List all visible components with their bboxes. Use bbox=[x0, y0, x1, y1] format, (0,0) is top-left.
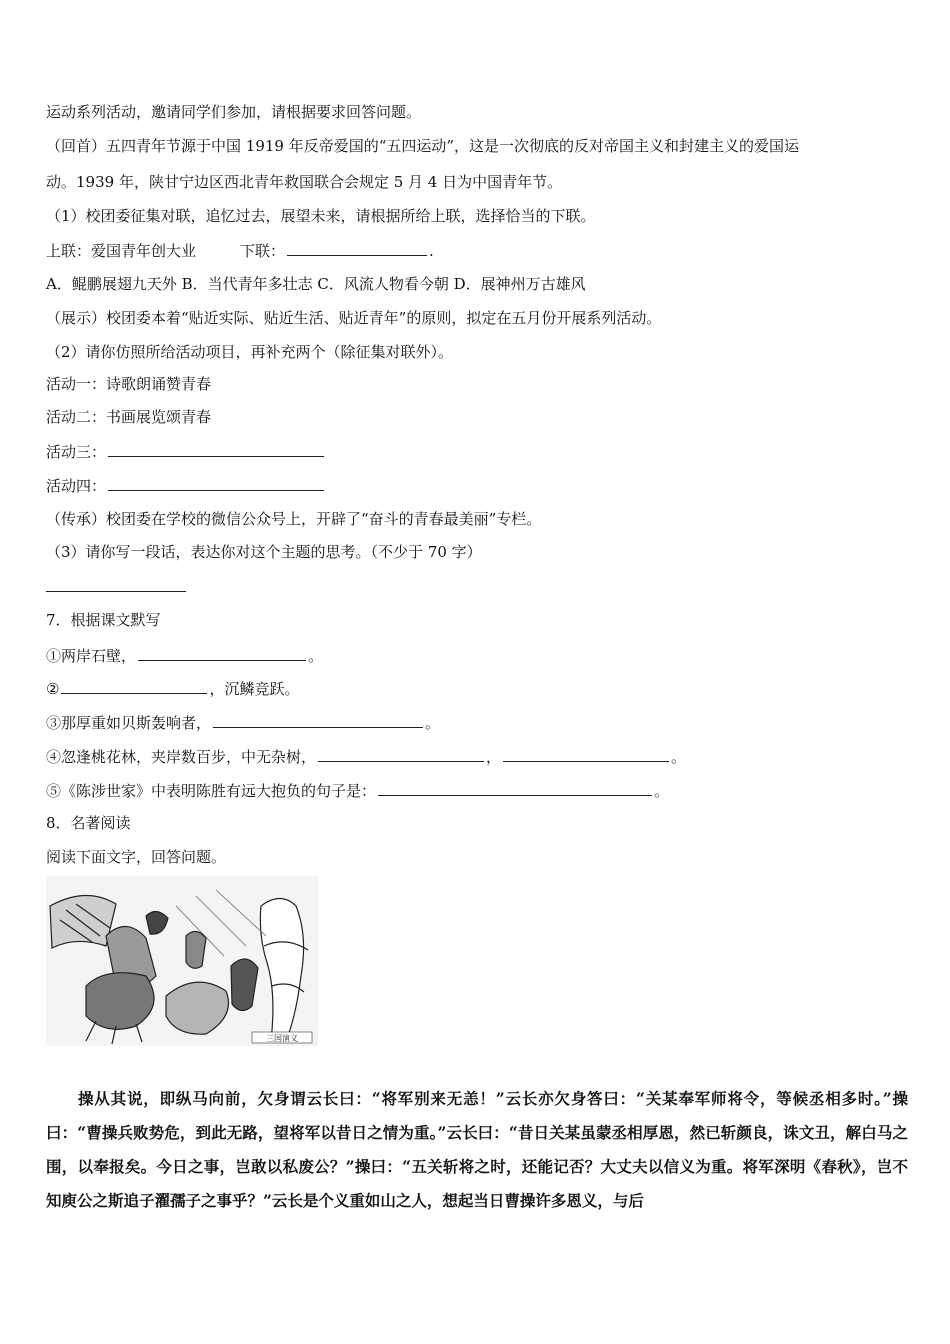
question-7-title: 7．根据课文默写 bbox=[46, 611, 161, 629]
essay-blank bbox=[46, 576, 186, 597]
activity-1: 活动一：诗歌朗诵赞青春 bbox=[46, 375, 212, 393]
activity-2: 活动二：书画展览颂青春 bbox=[46, 408, 212, 426]
activity-3-blank[interactable] bbox=[108, 441, 324, 457]
line-intro: 运动系列活动，邀请同学们参加，请根据要求回答问题。 bbox=[46, 103, 422, 121]
line-zhanshi: （展示）校团委本着“贴近实际、贴近生活、贴近青年”的原则，拟定在五月份开展系列活动。 bbox=[46, 309, 662, 327]
essay-answer-blank[interactable] bbox=[46, 576, 186, 592]
recite-2: ② ，沉鳞竞跃。 bbox=[46, 680, 300, 698]
activity-4: 活动四： bbox=[46, 475, 326, 496]
question-2: （2）请你仿照所给活动项目，再补充两个（除征集对联外）。 bbox=[46, 343, 454, 361]
question-1: （1）校团委征集对联，追忆过去，展望未来，请根据所给上联，选择恰当的下联。 bbox=[46, 207, 596, 225]
illustration-caption: 三国演义 bbox=[266, 1034, 298, 1043]
recite-1-blank[interactable] bbox=[138, 645, 306, 661]
recite-5-blank[interactable] bbox=[378, 780, 652, 796]
line-huishou-1: （回首）五四青年节源于中国 1919 年反帝爱国的“五四运动”，这是一次彻底的反对帝国主义和封建主义的爱国运 bbox=[46, 137, 800, 155]
couplet-options: A．鲲鹏展翅九天外 B．当代青年多壮志 C．风流人物看今朝 D．展神州万古雄风 bbox=[46, 275, 586, 293]
recite-5: ⑤《陈涉世家》中表明陈胜有远大抱负的句子是： 。 bbox=[46, 782, 670, 800]
activity-3: 活动三： bbox=[46, 441, 326, 462]
line-huishou-2: 动。1939 年，陕甘宁边区西北青年救国联合会规定 5 月 4 日为中国青年节。 bbox=[46, 173, 563, 191]
question-8-instruction: 阅读下面文字，回答问题。 bbox=[46, 848, 227, 866]
activity-4-blank[interactable] bbox=[108, 475, 324, 491]
recite-3: ③那厚重如贝斯轰响者， 。 bbox=[46, 714, 441, 732]
couplet-lower-label: 下联： bbox=[240, 242, 286, 260]
recite-1: ①两岸石壁， 。 bbox=[46, 647, 324, 665]
couplet-upper: 上联：爱国青年创大业 bbox=[46, 242, 197, 260]
recite-2-blank[interactable] bbox=[61, 678, 207, 694]
illustration-image bbox=[46, 876, 318, 1046]
couplet-line: 上联：爱国青年创大业 下联： . bbox=[46, 242, 434, 260]
recite-4-blank-a[interactable] bbox=[318, 746, 484, 762]
couplet-lower-blank[interactable] bbox=[287, 240, 427, 256]
line-chuancheng: （传承）校团委在学校的微信公众号上，开辟了“奋斗的青春最美丽”专栏。 bbox=[46, 510, 542, 528]
recite-4-blank-b[interactable] bbox=[503, 746, 669, 762]
recite-3-blank[interactable] bbox=[213, 712, 423, 728]
question-3: （3）请你写一段话，表达你对这个主题的思考。（不少于 70 字） bbox=[46, 543, 482, 561]
recite-4: ④忽逢桃花林，夹岸数百步，中无杂树， ， 。 bbox=[46, 748, 687, 766]
illustration-drawing bbox=[46, 876, 318, 1046]
reading-passage: 操从其说，即纵马向前，欠身谓云长曰：“将军别来无恙！”云长亦欠身答曰：“关某奉军师将令，等候丞相多时。”操曰：“曹操兵败势危，到此无路，望将军以昔日之情为重。”云长曰：“昔日关某虽蒙丞相厚恩，然已斩颜良，诛文丑，解白马之围，以奉报矣。今日之事，岂敢以私废公？”操曰：“五关斩将之时，还能记否？大丈夫以信义为重。将军深明《春秋》，岂不知庾公之斯追子濯孺子之事乎？”云长是个义重如山之人，想起当日曹操许多恩义，与后 bbox=[46, 1089, 908, 1210]
question-8-title: 8．名著阅读 bbox=[46, 814, 131, 832]
